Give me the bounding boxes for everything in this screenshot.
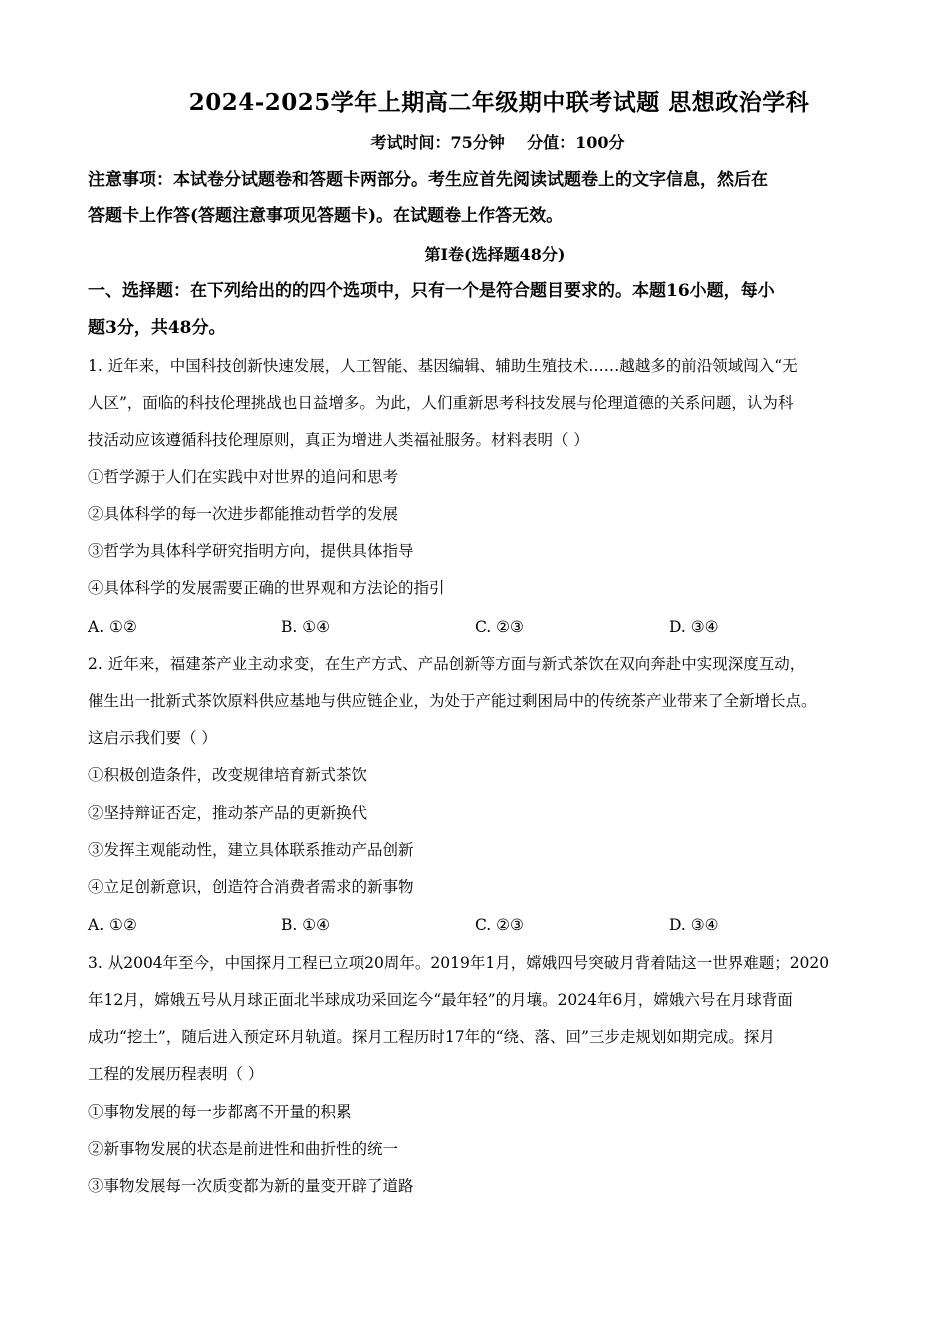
q2-option-c: C. ②③ <box>475 916 524 934</box>
q1-stem-line: 技活动应该遵循科技伦理原则，真正为增进人类福祉服务。材料表明（ ） <box>88 431 589 449</box>
q1-statement: ④具体科学的发展需要正确的世界观和方法论的指引 <box>88 579 445 597</box>
q2-stem-line: 2. 近年来，福建茶产业主动求变，在生产方式、产品创新等方面与新式茶饮在双向奔赴中实现深度互动， <box>88 655 806 673</box>
section-title: 第Ⅰ卷(选择题48分) <box>424 245 566 264</box>
exam-title: 2024-2025学年上期高二年级期中联考试题 思想政治学科 <box>188 89 810 116</box>
q3-statement: ①事物发展的每一步都离不开量的积累 <box>88 1103 352 1121</box>
q1-option-b: B. ①④ <box>281 618 331 636</box>
q1-option-d: D. ③④ <box>669 618 719 636</box>
q2-option-b: B. ①④ <box>281 916 331 934</box>
q1-statement: ②具体科学的每一次进步都能推动哲学的发展 <box>88 505 399 523</box>
q1-statement: ③哲学为具体科学研究指明方向，提供具体指导 <box>88 542 414 560</box>
q1-statement: ①哲学源于人们在实践中对世界的追问和思考 <box>88 468 399 486</box>
exam-time-score: 考试时间：75分钟 分值：100分 <box>370 133 625 152</box>
q3-statement: ③事物发展每一次质变都为新的量变开辟了道路 <box>88 1177 414 1195</box>
q1-stem-line: 1. 近年来，中国科技创新快速发展，人工智能、基因编辑、辅助生殖技术……越越多的前沿领域闯入“无 <box>88 357 798 375</box>
q3-stem-line: 年12月，嫦娥五号从月球正面北半球成功采回迄今“最年轻”的月壤。2024年6月，嫦娥六号在月球背面 <box>88 991 793 1009</box>
question-type-line-2: 题3分，共48分。 <box>88 318 226 338</box>
q2-option-d: D. ③④ <box>669 916 719 934</box>
q2-stem-line: 催生出一批新式茶饮原料供应基地与供应链企业，为处于产能过剩困局中的传统茶产业带来了全新增长点。 <box>88 692 817 710</box>
q1-option-c: C. ②③ <box>475 618 524 636</box>
q1-option-a: A. ①② <box>88 618 137 636</box>
q3-statement: ②新事物发展的状态是前进性和曲折性的统一 <box>88 1140 399 1158</box>
q3-stem-line: 成功“挖土”，随后进入预定环月轨道。探月工程历时17年的“绕、落、回”三步走规划如期完成。探月 <box>88 1028 775 1046</box>
q3-stem-line: 3. 从2004年至今，中国探月工程已立项20周年。2019年1月，嫦娥四号突破月背着陆这一世界难题；2020 <box>88 954 830 972</box>
q1-stem-line: 人区”，面临的科技伦理挑战也日益增多。为此，人们重新思考科技发展与伦理道德的关系问题，认为科 <box>88 394 794 412</box>
notice-line-1: 注意事项：本试卷分试题卷和答题卡两部分。考生应首先阅读试题卷上的文字信息，然后在 <box>88 170 768 190</box>
q2-statement: ③发挥主观能动性，建立具体联系推动产品创新 <box>88 841 414 859</box>
q2-statement: ②坚持辩证否定，推动茶产品的更新换代 <box>88 804 368 822</box>
q2-statement: ④立足创新意识，创造符合消费者需求的新事物 <box>88 878 414 896</box>
q3-stem-line: 工程的发展历程表明（ ） <box>88 1065 264 1083</box>
notice-line-2: 答题卡上作答(答题注意事项见答题卡)。在试题卷上作答无效。 <box>88 206 564 226</box>
q2-stem-line: 这启示我们要（ ） <box>88 729 217 747</box>
question-type-line-1: 一、选择题：在下列给出的的四个选项中，只有一个是符合题目要求的。本题16小题，每小 <box>88 281 775 301</box>
q2-option-a: A. ①② <box>88 916 137 934</box>
q2-statement: ①积极创造条件，改变规律培育新式茶饮 <box>88 766 368 784</box>
